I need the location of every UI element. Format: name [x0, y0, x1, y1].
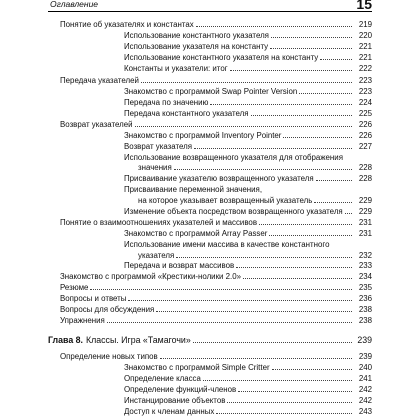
toc-entry-title: Константы и указатели: итог	[124, 64, 228, 73]
toc-entry-title: Изменение объекта посредством возвращенного указателя	[124, 207, 343, 216]
toc-entry-title: Использование возвращенного указателя для отображения	[124, 153, 343, 162]
toc-entry-page: 219	[358, 20, 372, 29]
toc-entry-page: 243	[358, 407, 372, 416]
toc-entry	[0, 313, 420, 325]
dot-leader	[238, 391, 352, 392]
running-header-title: Оглавление	[50, 0, 99, 9]
toc-entry-title: Знакомство с программой Simple Critter	[124, 363, 270, 372]
toc-entry-title: Передача константного указателя	[124, 109, 249, 118]
dot-leader	[128, 300, 352, 301]
dot-leader	[269, 235, 352, 236]
toc-entry-title: Вопросы для обсуждения	[60, 305, 155, 314]
dot-leader	[216, 413, 352, 414]
toc-entry	[0, 404, 420, 416]
toc-entry-page: 228	[358, 174, 372, 183]
toc-entry-page: 238	[358, 316, 372, 325]
toc-entry-page: 238	[358, 305, 372, 314]
toc-entry-page: 221	[358, 53, 372, 62]
dot-leader	[271, 37, 352, 38]
toc-entry-page: 234	[358, 272, 372, 281]
toc-entry-page: 229	[358, 196, 372, 205]
toc-entry-title: Знакомство с программой Inventory Pointer	[124, 131, 282, 140]
toc-entry-title: Возврат указателей	[60, 120, 133, 129]
toc-entry-page: 220	[358, 31, 372, 40]
dot-leader	[316, 180, 352, 181]
toc-entry-page: 223	[358, 87, 372, 96]
dot-leader	[345, 213, 352, 214]
dot-leader	[203, 380, 352, 381]
dot-leader	[243, 278, 352, 279]
dot-leader	[141, 82, 352, 83]
toc-entry-title: указателя	[138, 251, 175, 260]
toc-entry-page: 229	[358, 207, 372, 216]
dot-leader	[299, 93, 352, 94]
toc-entry-title: Возврат указателя	[124, 142, 193, 151]
dot-leader	[174, 169, 352, 170]
toc-entry-page: 231	[358, 218, 372, 227]
toc-entry-page: 239	[358, 352, 372, 361]
dot-leader	[236, 267, 352, 268]
toc-entry-title: Определение класса	[124, 374, 201, 383]
toc-entry-page: 222	[358, 64, 372, 73]
dot-leader	[135, 126, 352, 127]
toc-entry-title: Использование константного указателя	[124, 31, 269, 40]
toc-entry-title: Понятие об указателях и константах	[60, 20, 194, 29]
toc-entry-page: 233	[358, 261, 372, 270]
toc-entry-title: Использование константного указателя на константу	[124, 53, 319, 62]
toc-entry-page: 228	[358, 163, 372, 172]
dot-leader	[90, 289, 352, 290]
chapter-number: Глава 8.	[48, 335, 83, 345]
toc-entry-title: на которое указывает возвращенный указатель	[138, 196, 313, 205]
toc-entry-title: Знакомство с программой Array Passer	[124, 229, 268, 238]
toc-entry-page: 226	[358, 120, 372, 129]
toc-entry-title: Присваивание указателю возвращенного указателя	[124, 174, 314, 183]
toc-chapter-entry	[0, 333, 420, 345]
dot-leader	[193, 342, 352, 343]
toc-entry-page: 241	[358, 374, 372, 383]
toc-entry-page: 223	[358, 76, 372, 85]
toc-entry	[0, 61, 420, 73]
toc-entry-title: Знакомство с программой «Крестики-нолики 2.0»	[60, 272, 241, 281]
toc-entry-title: Использование имени массива в качестве константного	[124, 240, 330, 249]
toc-entry-title: Использование указателя на константу	[124, 42, 269, 51]
toc-entry-page: 240	[358, 363, 372, 372]
dot-leader	[156, 311, 352, 312]
toc-entry-title: Передача указателей	[60, 76, 139, 85]
page-number: 15	[356, 0, 372, 12]
dot-leader	[272, 369, 352, 370]
toc-entry-title: Понятие о взаимоотношениях указателей и массивов	[60, 218, 258, 227]
toc-entry-page: 224	[358, 98, 372, 107]
toc-entry-page: 225	[358, 109, 372, 118]
dot-leader	[160, 358, 352, 359]
toc-entry-title: Передача и возврат массивов	[124, 261, 235, 270]
dot-leader	[196, 26, 352, 27]
toc-entry-title: Знакомство с программой Swap Pointer Version	[124, 87, 298, 96]
dot-leader	[194, 148, 352, 149]
dot-leader	[230, 70, 352, 71]
dot-leader	[270, 48, 352, 49]
dot-leader	[251, 115, 352, 116]
toc-entry-page: 236	[358, 294, 372, 303]
toc-entry-title: Присваивание переменной значения,	[124, 185, 263, 194]
toc-entry-page: 242	[358, 396, 372, 405]
dot-leader	[107, 322, 352, 323]
dot-leader	[259, 224, 352, 225]
toc-entry-title: Передача по значению	[124, 98, 209, 107]
toc-entry-page: 226	[358, 131, 372, 140]
dot-leader	[320, 59, 352, 60]
toc-entry-page: 221	[358, 42, 372, 51]
toc-entry-title: Инстанцирование объектов	[124, 396, 226, 405]
toc-entry-title: значения	[138, 163, 172, 172]
dot-leader	[227, 402, 352, 403]
toc-entry-page: 232	[358, 251, 372, 260]
dot-leader	[210, 104, 352, 105]
dot-leader	[283, 137, 352, 138]
dot-leader	[314, 202, 352, 203]
toc-entry-page: 239	[357, 335, 372, 345]
toc-entry-title: Определение функций-членов	[124, 385, 237, 394]
toc-entry-page: 242	[358, 385, 372, 394]
toc-entry-page: 231	[358, 229, 372, 238]
toc-entry-title: Классы. Игра «Тамагочи»	[86, 335, 191, 345]
toc-entry-page: 227	[358, 142, 372, 151]
toc-entry-title: Упражнения	[60, 316, 105, 325]
toc-entry-title: Доступ к членам данных	[124, 407, 215, 416]
toc-entry-title: Вопросы и ответы	[60, 294, 127, 303]
toc-entry-title: Резюме	[60, 283, 89, 292]
toc-entry-title: Определение новых типов	[60, 352, 158, 361]
toc-entry-page: 235	[358, 283, 372, 292]
